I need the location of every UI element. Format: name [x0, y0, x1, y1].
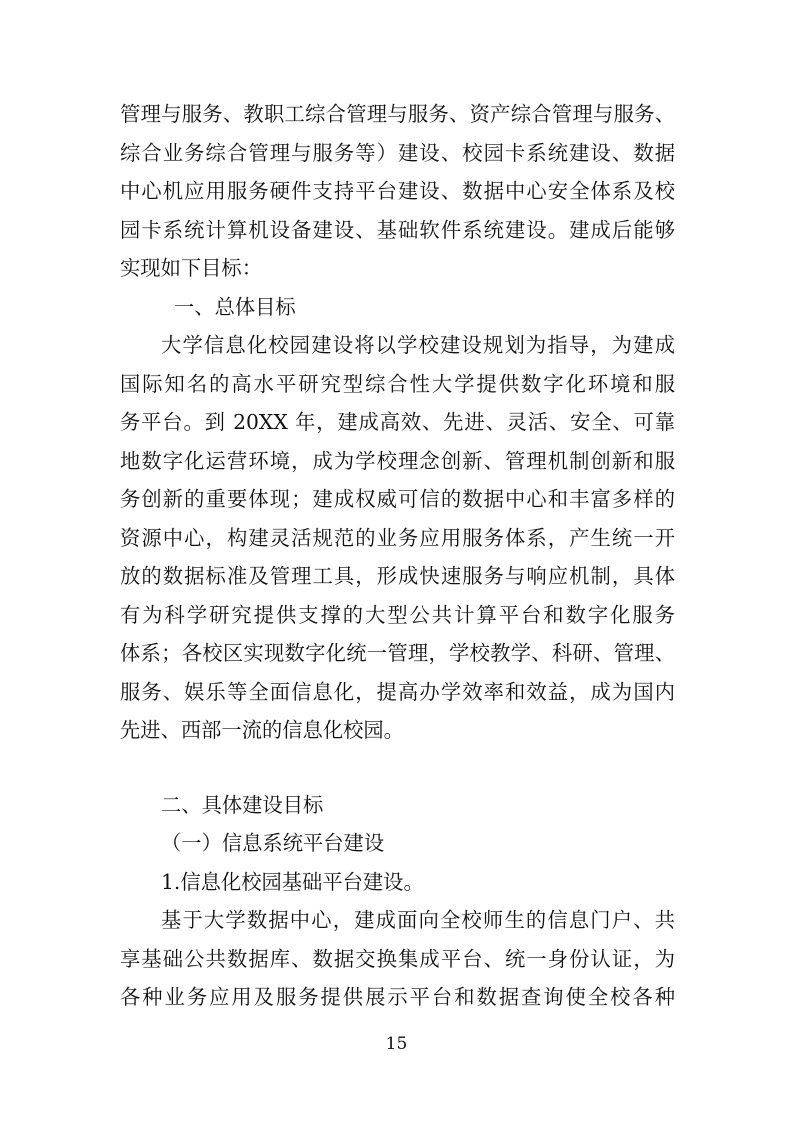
page-body — [120, 95, 675, 1017]
section-heading-specific-goals: 二、具体建设目标 — [161, 792, 324, 817]
page-number: 15 — [385, 1034, 408, 1054]
paragraph-line: 有为科学研究提供支撑的大型公共计算平台和数字化服务 — [120, 602, 675, 627]
intro-line: 园卡系统计算机设备建设、基础软件系统建设。建成后能够 — [120, 217, 675, 242]
paragraph-line: 服务、娱乐等全面信息化，提高办学效率和效益，成为国内 — [120, 679, 675, 704]
paragraph-line: 各种业务应用及服务提供展示平台和数据查询使全校各种 — [120, 985, 675, 1009]
intro-line: 管理与服务、教职工综合管理与服务、资产综合管理与服务、 — [120, 102, 675, 126]
paragraph-line: 务平台。到 20XX 年，建成高效、先进、灵活、安全、可靠 — [120, 410, 675, 434]
paragraph-line: 地数字化运营环境，成为学校理念创新、管理机制创新和服 — [120, 448, 675, 473]
paragraph-line: 国际知名的高水平研究型综合性大学提供数字化环境和服 — [120, 371, 675, 396]
section-heading-overall-goals: 一、总体目标 — [174, 294, 296, 319]
blank-line — [120, 750, 675, 786]
intro-line: 综合业务综合管理与服务等）建设、校园卡系统建设、数据 — [120, 140, 675, 165]
subsection-heading: （一）信息系统平台建设 — [161, 831, 385, 855]
paragraph-line: 基于大学数据中心，建成面向全校师生的信息门户、共 — [161, 908, 675, 932]
intro-line: 中心机应用服务硬件支持平台建设、数据中心安全体系及校 — [120, 179, 675, 203]
item-heading: 1.信息化校园基础平台建设。 — [161, 869, 424, 894]
paragraph-line: 体系；各校区实现数字化统一管理，学校教学、科研、管理、 — [120, 641, 675, 665]
paragraph-line: 先进、西部一流的信息化校园。 — [120, 718, 404, 742]
paragraph-line: 大学信息化校园建设将以学校建设规划为指导，为建成 — [161, 333, 675, 357]
paragraph-line: 放的数据标准及管理工具，形成快速服务与响应机制，具体 — [120, 564, 675, 588]
intro-line: 实现如下目标： — [120, 256, 262, 280]
paragraph-line: 享基础公共数据库、数据交换集成平台、统一身份认证，为 — [120, 946, 675, 971]
paragraph-line: 资源中心，构建灵活规范的业务应用服务体系，产生统一开 — [120, 525, 675, 550]
paragraph-line: 务创新的重要体现；建成权威可信的数据中心和丰富多样的 — [120, 487, 675, 511]
